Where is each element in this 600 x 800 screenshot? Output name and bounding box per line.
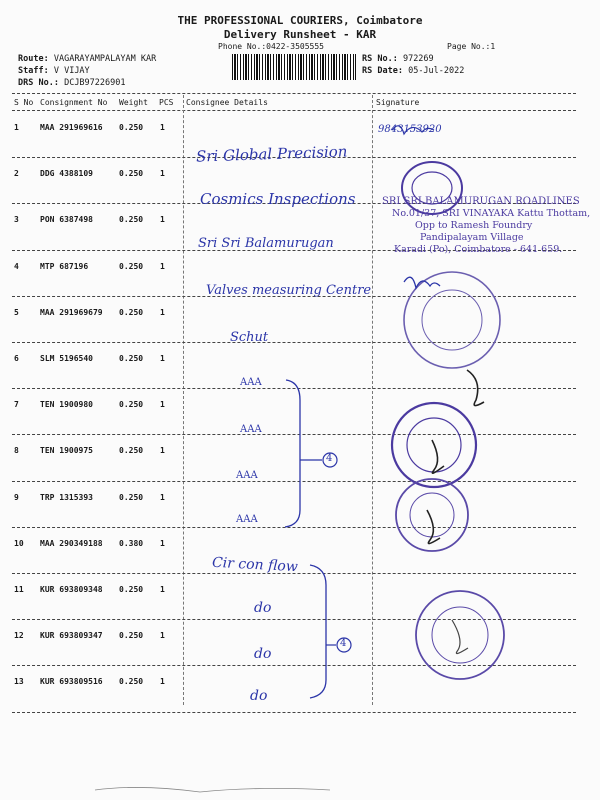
header-sno: S No xyxy=(14,98,34,107)
row-sno: 11 xyxy=(14,585,24,594)
row-pcs: 1 xyxy=(160,261,165,271)
roadlines-stamp-line1: SRI SRI BALAMURUGAN ROADLINES xyxy=(382,196,580,207)
row-weight: 0.250 xyxy=(119,215,144,225)
handwritten-consignee-1: Sri Global Precision xyxy=(195,142,348,166)
row-weight: 0.250 xyxy=(119,354,144,363)
signature-row8-icon xyxy=(432,440,444,473)
handwritten-consignee-4: Valves measuring Centre xyxy=(206,283,372,298)
handwritten-do-3: do xyxy=(250,688,268,704)
row-consignment-no: MAA 291969679 xyxy=(40,307,103,317)
handwritten-do-2: do xyxy=(254,646,272,662)
precision-valves-stamp-icon xyxy=(404,272,500,368)
staff-line: Staff: V VIJAY xyxy=(18,66,90,76)
row-weight: 0.250 xyxy=(119,261,144,271)
handwritten-consignee-2: Cosmics Inspections xyxy=(200,190,356,208)
bracket-do-icon xyxy=(310,565,326,698)
row-weight: 0.250 xyxy=(119,307,144,317)
row-sno: 8 xyxy=(14,446,19,456)
row-pcs: 1 xyxy=(160,585,165,594)
row-consignment-no: PON 6387498 xyxy=(40,215,93,225)
route-line: Route: VAGARAYAMPALAYAM KAR xyxy=(18,54,157,64)
row-sno: 2 xyxy=(14,169,19,179)
row-weight: 0.250 xyxy=(119,169,144,179)
row-consignment-no: DDG 4388109 xyxy=(40,169,93,179)
row-sno: 10 xyxy=(14,538,24,548)
company-name: THE PROFESSIONAL COURIERS, Coimbatore xyxy=(177,14,423,27)
row-consignment-no: SLM 5196540 xyxy=(40,354,93,363)
bracket-aaa-icon xyxy=(285,380,300,527)
handwritten-do-1: do xyxy=(254,600,272,616)
row-pcs: 1 xyxy=(160,400,165,410)
row-weight: 0.250 xyxy=(119,677,144,687)
phone-number: Phone No.:0422-3505555 xyxy=(218,42,324,51)
handwritten-circon-flow: Cir con flow xyxy=(211,554,299,576)
row-pcs: 1 xyxy=(160,169,165,179)
header-signature: Signature xyxy=(376,98,420,107)
row-consignment-no: TEN 1900980 xyxy=(40,400,93,410)
row-pcs: 1 xyxy=(160,538,165,548)
row-consignment-no: TEN 1900975 xyxy=(40,446,93,456)
row-weight: 0.250 xyxy=(119,585,144,594)
signature-phone-note: 9843153920 xyxy=(378,124,442,135)
row-pcs: 1 xyxy=(160,677,165,687)
handwritten-aaa-3: AAA xyxy=(236,470,258,481)
row-sno: 7 xyxy=(14,400,19,410)
header-pcs: PCS xyxy=(159,98,174,107)
row-weight: 0.250 xyxy=(119,446,144,456)
row-sno: 13 xyxy=(14,677,24,687)
header-weight: Weight xyxy=(119,98,148,107)
circled-count-aaa: 4 xyxy=(326,453,333,464)
row-pcs: 1 xyxy=(160,123,165,132)
row-consignment-no: MAA 291969616 xyxy=(40,123,103,132)
roadlines-stamp-line4: Pandipalayam Village xyxy=(420,232,524,243)
signature-row7-icon xyxy=(467,370,484,406)
row-weight: 0.380 xyxy=(119,538,144,548)
roadlines-stamp-line3: Opp to Ramesh Foundry xyxy=(415,220,533,231)
row-weight: 0.250 xyxy=(119,123,144,132)
scan-mark-icon xyxy=(95,787,330,792)
row-pcs: 1 xyxy=(160,307,165,317)
page-number: Page No.:1 xyxy=(447,42,496,51)
handwritten-aaa-2: AAA xyxy=(240,424,262,435)
signature-row9-icon xyxy=(427,510,440,544)
row-consignment-no: MAA 290349188 xyxy=(40,538,103,548)
row-sno: 4 xyxy=(14,261,19,271)
handwritten-consignee-3: Sri Sri Balamurugan xyxy=(198,236,334,251)
row-sno: 5 xyxy=(14,307,19,317)
row-consignment-no: KUR 693809516 xyxy=(40,677,103,687)
row-pcs: 1 xyxy=(160,492,165,502)
row-sno: 3 xyxy=(14,215,19,225)
row-weight: 0.250 xyxy=(119,492,144,502)
roadlines-stamp-line2: No.01/37, SRI VINAYAKA Kattu Thottam, xyxy=(392,208,591,219)
row-sno: 9 xyxy=(14,492,19,502)
row-weight: 0.250 xyxy=(119,631,144,641)
drs-line: DRS No.: DCJB97226901 xyxy=(18,78,126,88)
row-consignment-no: KUR 693809348 xyxy=(40,585,103,594)
rs-no-line: RS No.: 972269 xyxy=(362,54,434,64)
row-pcs: 1 xyxy=(160,354,165,363)
header-consignment: Consignment No xyxy=(40,98,108,107)
aaa-stamp-2-icon xyxy=(396,479,468,551)
row-sno: 6 xyxy=(14,354,19,363)
row-pcs: 1 xyxy=(160,631,165,641)
roadlines-stamp-line5: Karadi (Po), Coimbatore - 641 659. xyxy=(394,244,563,255)
row-consignment-no: TRP 1315393 xyxy=(40,492,93,502)
handwritten-aaa-1: AAA xyxy=(240,377,262,388)
row-sno: 12 xyxy=(14,631,24,641)
row-pcs: 1 xyxy=(160,215,165,225)
circon-flow-stamp-icon xyxy=(416,591,504,679)
rs-date-line: RS Date: 05-Jul-2022 xyxy=(362,66,465,76)
row-weight: 0.250 xyxy=(119,400,144,410)
row-consignment-no: MTP 687196 xyxy=(40,261,89,271)
signature-row12-icon xyxy=(452,620,468,654)
header-consignee-details: Consignee Details xyxy=(186,98,268,107)
row-sno: 1 xyxy=(14,123,19,132)
row-pcs: 1 xyxy=(160,446,165,456)
circled-count-do: 4 xyxy=(340,638,347,649)
handwritten-aaa-4: AAA xyxy=(236,514,258,525)
runsheet-title: Delivery Runsheet - KAR xyxy=(223,28,377,41)
handwritten-consignee-5: Schut xyxy=(230,330,269,345)
row-consignment-no: KUR 693809347 xyxy=(40,631,103,641)
